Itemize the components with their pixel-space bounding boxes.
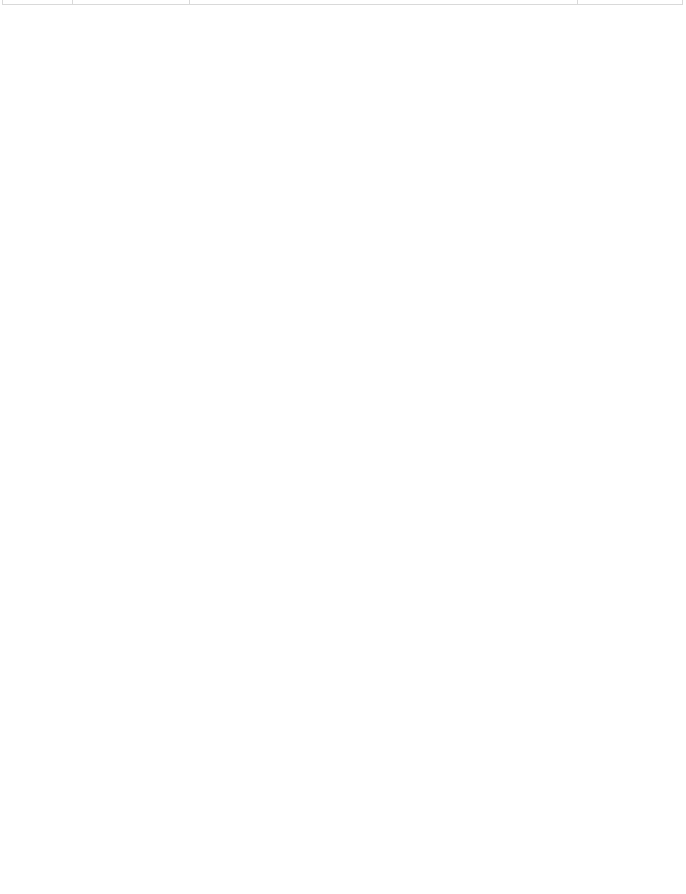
partial-top-cell <box>73 0 190 4</box>
special-equipment-table <box>2 0 683 5</box>
equipment-table-body <box>3 0 683 4</box>
partial-top-row <box>3 0 683 4</box>
partial-top-cell <box>578 0 683 4</box>
partial-top-cell <box>190 0 578 4</box>
partial-top-cell <box>3 0 73 4</box>
